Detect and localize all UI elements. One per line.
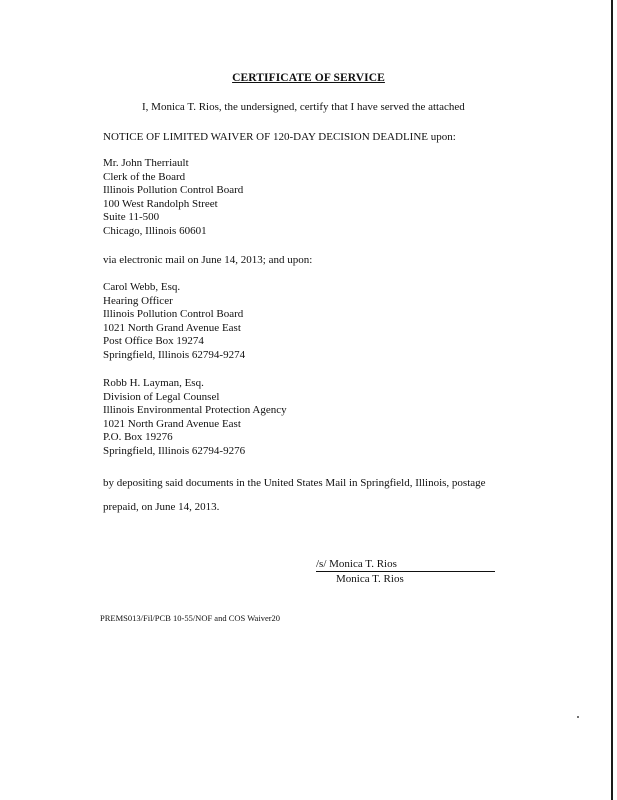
document-title: CERTIFICATE OF SERVICE (232, 72, 385, 84)
recipient-line: Illinois Pollution Control Board (103, 308, 244, 321)
scan-edge-line (611, 0, 613, 800)
recipient-line: Illinois Environmental Protection Agency (103, 404, 287, 417)
notice-line: NOTICE OF LIMITED WAIVER OF 120-DAY DECISION DEADLINE upon: (103, 131, 456, 143)
prepaid-statement: prepaid, on June 14, 2013. (103, 501, 220, 513)
recipient-line: Division of Legal Counsel (103, 390, 220, 403)
recipient-block-1 (103, 157, 243, 239)
recipient-line: Suite 11-500 (103, 211, 160, 224)
recipient-line: 1021 North Grand Avenue East (103, 321, 241, 334)
recipient-line: Springfield, Illinois 62794-9276 (103, 444, 246, 457)
signature-line (316, 571, 495, 572)
document-reference-footer: PREMS013/Fil/PCB 10-55/NOF and COS Waiver20 (100, 613, 281, 623)
recipient-line: Clerk of the Board (103, 170, 186, 183)
recipient-line: Illinois Pollution Control Board (103, 184, 244, 197)
scan-speck (577, 716, 579, 718)
via-electronic-mail-line: via electronic mail on June 14, 2013; and upon: (103, 254, 313, 266)
recipient-line: 1021 North Grand Avenue East (103, 417, 241, 430)
signer-printed-name: Monica T. Rios (336, 573, 404, 585)
recipient-line: Chicago, Illinois 60601 (103, 224, 207, 237)
recipient-line: Robb H. Layman, Esq. (103, 377, 204, 389)
recipient-line: Carol Webb, Esq. (103, 281, 181, 293)
recipient-block-2 (103, 281, 245, 363)
recipient-line: P.O. Box 19276 (103, 431, 173, 444)
intro-statement: I, Monica T. Rios, the undersigned, certify that I have served the attached (142, 101, 465, 113)
recipient-line: 100 West Randolph Street (103, 197, 218, 210)
recipient-block-3 (103, 377, 287, 459)
recipient-line: Hearing Officer (103, 294, 173, 307)
recipient-line: Mr. John Therriault (103, 157, 189, 169)
recipient-line: Springfield, Illinois 62794-9274 (103, 348, 246, 361)
deposit-statement: by depositing said documents in the United States Mail in Springfield, Illinois, postage (103, 477, 486, 489)
recipient-line: Post Office Box 19274 (103, 335, 204, 348)
electronic-signature: /s/ Monica T. Rios (316, 558, 397, 570)
